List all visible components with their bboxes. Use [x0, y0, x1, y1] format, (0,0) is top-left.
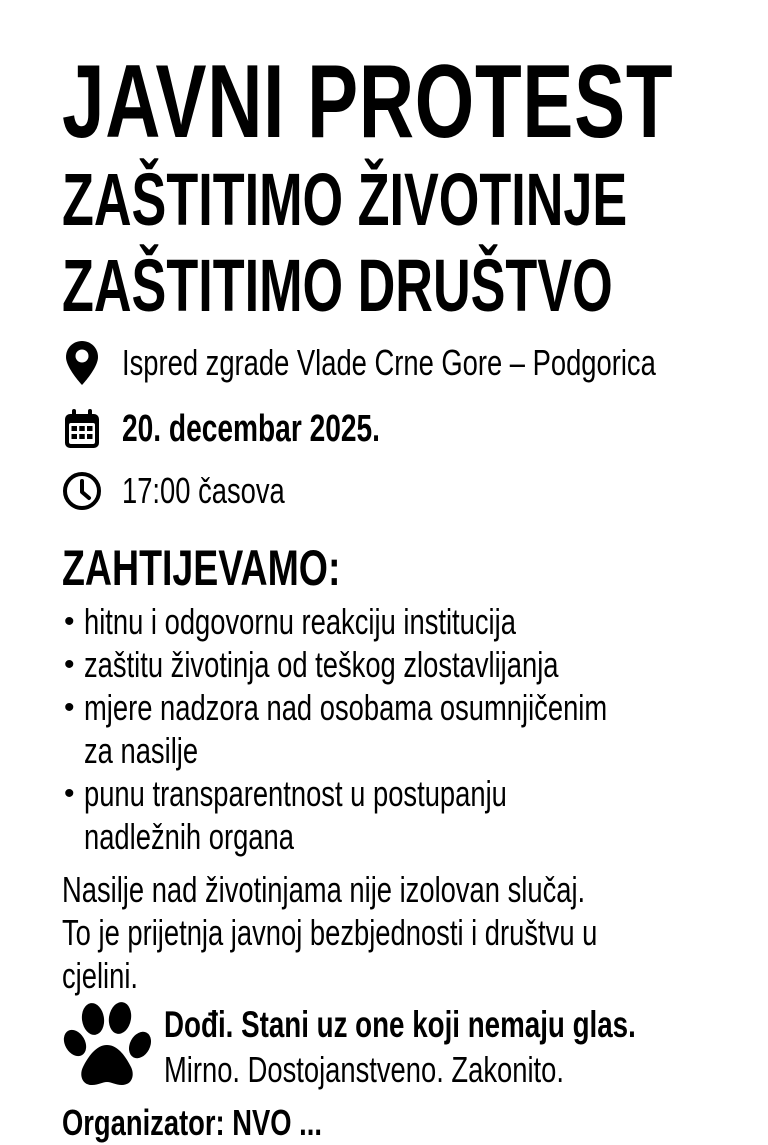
location-row	[62, 338, 768, 388]
demands-heading: ZAHTIJEVAMO:	[62, 540, 341, 596]
bullet-icon: •	[64, 605, 75, 638]
cta-title: Dođi. Stani uz one koji nemaju glas.	[164, 1004, 636, 1045]
demand-item: • hitnu i odgovornu reakciju institucija	[64, 601, 516, 642]
protest-title	[62, 44, 768, 160]
subtitle-line-1: ZAŠTITIMO ŽIVOTINJE	[62, 158, 628, 241]
demand-item: • zaštitu životinja od teškog zlostavlijanja	[64, 644, 559, 685]
call-to-action	[62, 997, 762, 1097]
clock-icon	[62, 468, 102, 514]
statement-paragraph: Nasilje nad životinjama nije izolovan slučaj. To je prijetnja javnoj bezbjednosti i društvu u cjelini.	[62, 869, 598, 996]
location-pin-icon	[62, 340, 102, 386]
demand-item: • mjere nadzora nad osobama osumnjičenim za nasilje	[64, 687, 608, 771]
bullet-icon: •	[64, 648, 75, 681]
cta-subtitle: Mirno. Dostojanstveno. Zakonito.	[164, 1049, 564, 1090]
bullet-icon: •	[64, 691, 75, 724]
subtitle-line-2: ZAŠTITIMO DRUŠTVO	[62, 244, 613, 327]
date-text: 20. decembar 2025.	[122, 408, 380, 450]
bullet-icon: •	[64, 777, 75, 810]
date-row	[62, 404, 471, 454]
time-text: 17:00 časova	[122, 470, 285, 511]
protest-title-text: JAVNI PROTEST	[62, 44, 674, 160]
calendar-icon	[62, 406, 102, 452]
location-text: Ispred zgrade Vlade Crne Gore – Podgorica	[122, 342, 656, 383]
time-row	[62, 466, 336, 516]
paw-print-icon	[62, 997, 154, 1089]
demand-item: • punu transparentnost u postupanju nadležnih organa	[64, 773, 507, 857]
demands-list	[62, 600, 762, 858]
footer-clipped-text: Organizator: NVO ...	[62, 1102, 322, 1143]
